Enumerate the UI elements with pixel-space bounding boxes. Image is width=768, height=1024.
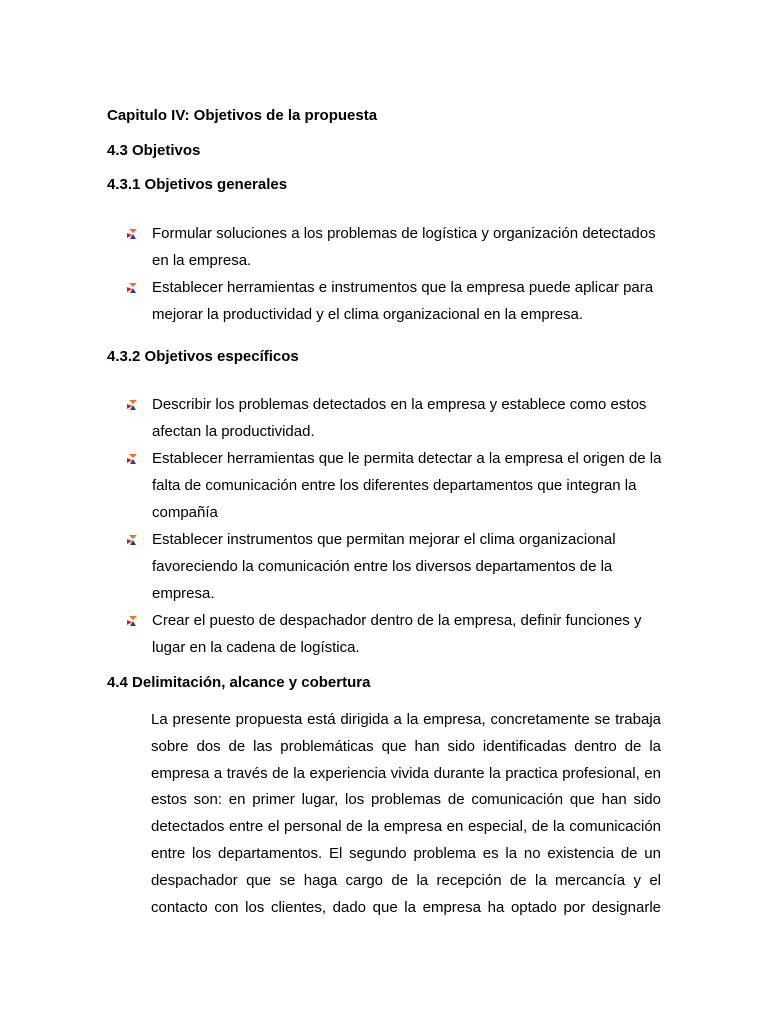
section-heading-4-4: 4.4 Delimitación, alcance y cobertura <box>107 674 371 691</box>
list-item <box>127 445 667 526</box>
section-heading-4-3-1: 4.3.1 Objetivos generales <box>107 176 288 193</box>
section-heading-4-3: 4.3 Objetivos <box>107 142 201 159</box>
list-item <box>127 607 667 661</box>
paragraph-line: estos son: en primer lugar, los problemas de comunicación que han sido <box>151 791 661 809</box>
list-item <box>127 220 667 274</box>
arrow-down-bullet-icon <box>127 400 139 410</box>
list-item <box>127 391 667 445</box>
arrow-down-bullet-icon <box>127 283 139 293</box>
paragraph-line: despachador que se haga cargo de la recepción de la mercancía y el <box>151 871 661 889</box>
chapter-title: Capitulo IV: Objetivos de la propuesta <box>107 107 378 124</box>
list-item <box>127 526 667 607</box>
list-item <box>127 274 667 328</box>
general-objectives-list <box>127 220 667 328</box>
paragraph-line: La presente propuesta está dirigida a la empresa, concretamente se trabaja <box>151 711 661 728</box>
section-heading-4-3-2: 4.3.2 Objetivos específicos <box>107 348 299 365</box>
arrow-down-bullet-icon <box>127 616 139 626</box>
list-item-text: Establecer herramientas e instrumentos que la empresa puede aplicar para mejorar la productividad y el clima organizacional en la empresa. <box>152 279 654 323</box>
list-item-text: Crear el puesto de despachador dentro de la empresa, definir funciones y lugar en la cadena de logística. <box>152 612 642 656</box>
list-item-text: Establecer herramientas que le permita detectar a la empresa el origen de la falta de comunicación entre los diferentes departamentos que integran la compañía <box>152 450 662 521</box>
paragraph-line: sobre dos de las problemáticas que han sido identificadas dentro de la <box>151 737 661 755</box>
arrow-down-bullet-icon <box>127 229 139 239</box>
paragraph-line: entre los departamentos. El segundo problema es la no existencia de un <box>151 844 661 862</box>
arrow-down-bullet-icon <box>127 454 139 464</box>
paragraph-line: detectados entre el personal de la empresa en especial, de la comunicación <box>151 818 661 836</box>
list-item-text: Formular soluciones a los problemas de logística y organización detectados en la empresa. <box>152 225 656 269</box>
specific-objectives-list <box>127 391 667 661</box>
paragraph-line: empresa a través de la experiencia vivida durante la practica profesional, en <box>151 764 661 782</box>
body-paragraph <box>151 707 661 921</box>
list-item-text: Establecer instrumentos que permitan mejorar el clima organizacional favoreciendo la comunicación entre los diversos departamentos de la empresa. <box>152 531 616 602</box>
arrow-down-bullet-icon <box>127 535 139 545</box>
paragraph-line: contacto con los clientes, dado que la empresa ha optado por designarle <box>151 898 661 916</box>
list-item-text: Describir los problemas detectados en la empresa y establece como estos afectan la productividad. <box>152 396 647 440</box>
